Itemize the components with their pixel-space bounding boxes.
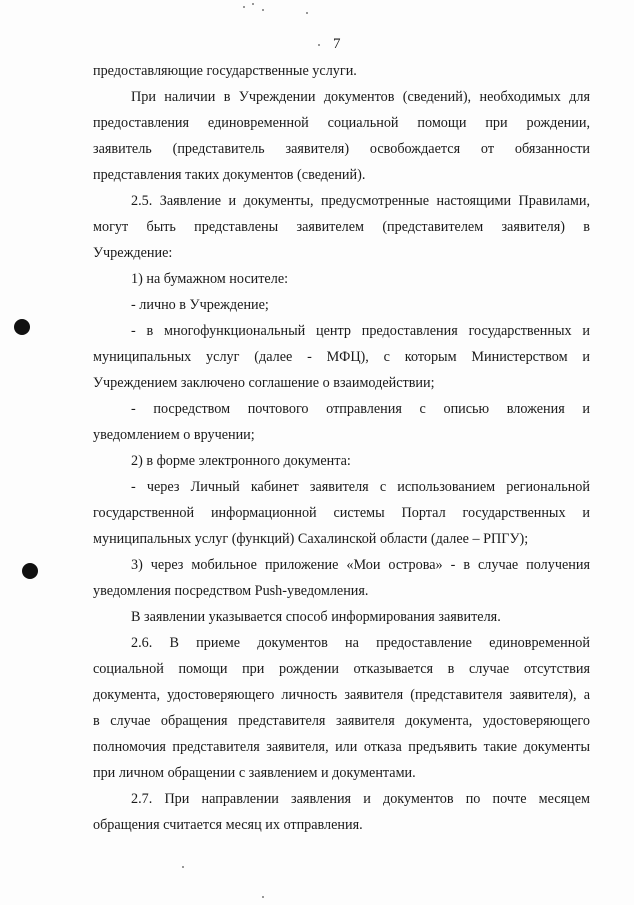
scan-speck <box>306 12 308 14</box>
page-number: 7 <box>333 36 341 52</box>
text-line: могут быть представлены заявителем (представителем заявителя) в <box>93 219 590 235</box>
text-line: - через Личный кабинет заявителя с использованием региональной <box>131 479 590 495</box>
scan-speck <box>243 6 245 8</box>
text-line: Учреждение: <box>93 245 173 261</box>
text-line: при личном обращении с заявлением и документами. <box>93 765 416 781</box>
text-line: муниципальных услуг (далее - МФЦ), с которым Министерством и <box>93 349 590 365</box>
scan-speck <box>252 3 254 5</box>
binder-hole <box>14 319 30 335</box>
text-line: 2.5. Заявление и документы, предусмотренные настоящими Правилами, <box>131 193 590 209</box>
text-line: - посредством почтового отправления с описью вложения и <box>131 401 590 417</box>
scan-speck <box>262 9 264 11</box>
text-line: - в многофункциональный центр предоставления государственных и <box>131 323 590 339</box>
text-line: предоставления единовременной социальной помощи при рождении, <box>93 115 590 131</box>
text-line: муниципальных услуг (функций) Сахалинской области (далее – РПГУ); <box>93 531 529 547</box>
text-line: При наличии в Учреждении документов (сведений), необходимых для <box>131 89 590 105</box>
scan-speck <box>262 896 264 898</box>
text-line: 2.7. При направлении заявления и документов по почте месяцем <box>131 791 590 807</box>
text-line: в случае обращения представителя заявителя документа, удостоверяющего <box>93 713 590 729</box>
text-line: В заявлении указывается способ информирования заявителя. <box>131 609 501 625</box>
text-line: предоставляющие государственные услуги. <box>93 63 357 79</box>
text-line: уведомления посредством Push-уведомления. <box>93 583 369 599</box>
text-line: 2) в форме электронного документа: <box>131 453 351 469</box>
text-line: полномочия представителя заявителя, или отказа предъявить такие документы <box>93 739 590 755</box>
text-line: 3) через мобильное приложение «Мои острова» - в случае получения <box>131 557 590 573</box>
text-line: государственной информационной системы Портал государственных и <box>93 505 590 521</box>
text-line: - лично в Учреждение; <box>131 297 269 313</box>
text-line: 2.6. В приеме документов на предоставление единовременной <box>131 635 590 651</box>
scan-speck <box>182 866 184 868</box>
text-line: уведомлением о вручении; <box>93 427 255 443</box>
scan-speck <box>318 44 320 46</box>
binder-hole <box>22 563 38 579</box>
text-line: документа, удостоверяющего личность заявителя (представителя заявителя), а <box>93 687 590 703</box>
text-line: обращения считается месяц их отправления. <box>93 817 363 833</box>
text-line: заявитель (представитель заявителя) освобождается от обязанности <box>93 141 590 157</box>
text-line: 1) на бумажном носителе: <box>131 271 289 287</box>
text-line: представления таких документов (сведений). <box>93 167 366 183</box>
text-line: социальной помощи при рождении отказывается в случае отсутствия <box>93 661 590 677</box>
text-line: Учреждением заключено соглашение о взаимодействии; <box>93 375 435 391</box>
